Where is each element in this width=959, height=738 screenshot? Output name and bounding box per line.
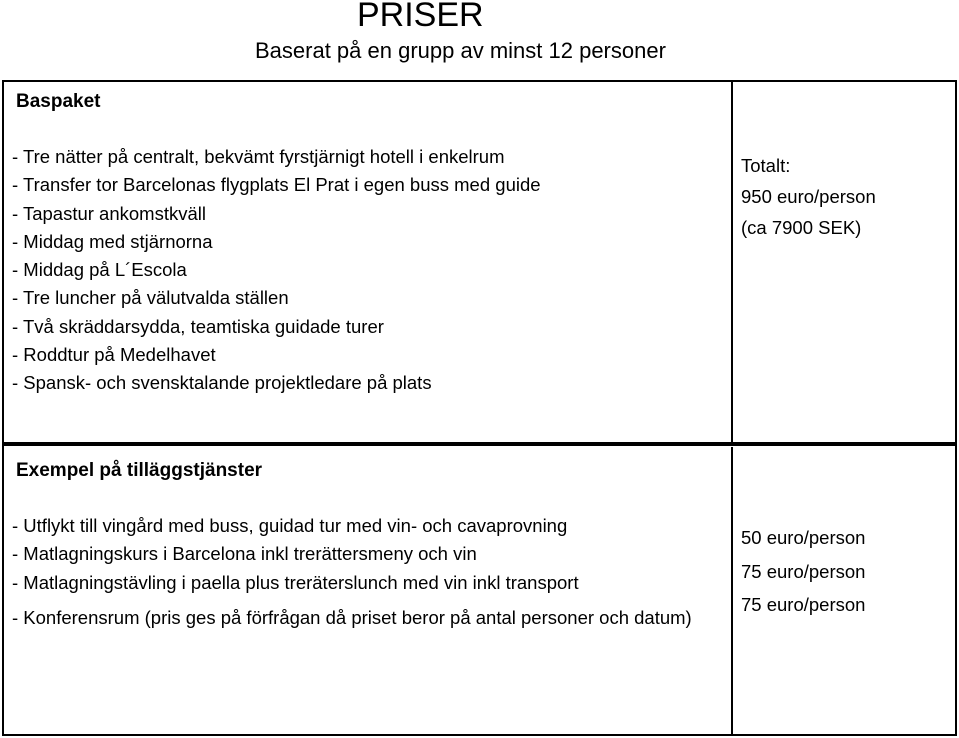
extra-price: 50 euro/person: [741, 527, 866, 548]
list-item: - Tapastur ankomstkväll: [12, 202, 206, 224]
list-item: - Transfer tor Barcelonas flygplats El Prat i egen buss med guide: [12, 174, 541, 196]
base-package-list: [12, 143, 541, 398]
list-item: - Konferensrum (pris ges på förfrågan då priset beror på antal personer och datum): [12, 606, 692, 628]
list-item: - Middag med stjärnorna: [12, 230, 213, 252]
list-item: - Middag på L´Escola: [12, 259, 187, 281]
extras-heading: Exempel på tilläggstjänster: [16, 460, 263, 481]
page-subtitle: Baserat på en grupp av minst 12 personer: [255, 38, 666, 63]
column-divider-bottom: [731, 447, 733, 736]
price-table: [2, 80, 957, 736]
extra-price: 75 euro/person: [741, 560, 866, 582]
list-item: - Utflykt till vingård med buss, guidad tur med vin- och cavaprovning: [12, 515, 568, 536]
column-divider-top: [731, 82, 733, 443]
list-item: - Roddtur på Medelhavet: [12, 344, 216, 366]
total-price-sek: (ca 7900 SEK): [741, 217, 862, 238]
row-divider: [4, 442, 955, 446]
list-item: - Tre nätter på centralt, bekvämt fyrstjärnigt hotell i enkelrum: [12, 146, 505, 167]
base-package-heading: Baspaket: [16, 91, 101, 112]
total-price-block: [741, 150, 876, 243]
list-item: - Matlagningskurs i Barcelona inkl trerättersmeny och vin: [12, 543, 477, 565]
list-item: - Två skräddarsydda, teamtiska guidade turer: [12, 315, 384, 337]
extras-list: [12, 512, 712, 632]
page-title: PRISER: [357, 0, 484, 34]
list-item: - Tre luncher på välutvalda ställen: [12, 287, 289, 309]
list-item: - Spansk- och svensktalande projektledare på plats: [12, 372, 432, 394]
list-item: - Matlagningstävling i paella plus treräterslunch med vin inkl transport: [12, 571, 579, 593]
extras-price-list: [741, 521, 865, 622]
total-price: 950 euro/person: [741, 186, 876, 207]
total-label: Totalt:: [741, 155, 791, 176]
extra-price: 75 euro/person: [741, 594, 866, 615]
